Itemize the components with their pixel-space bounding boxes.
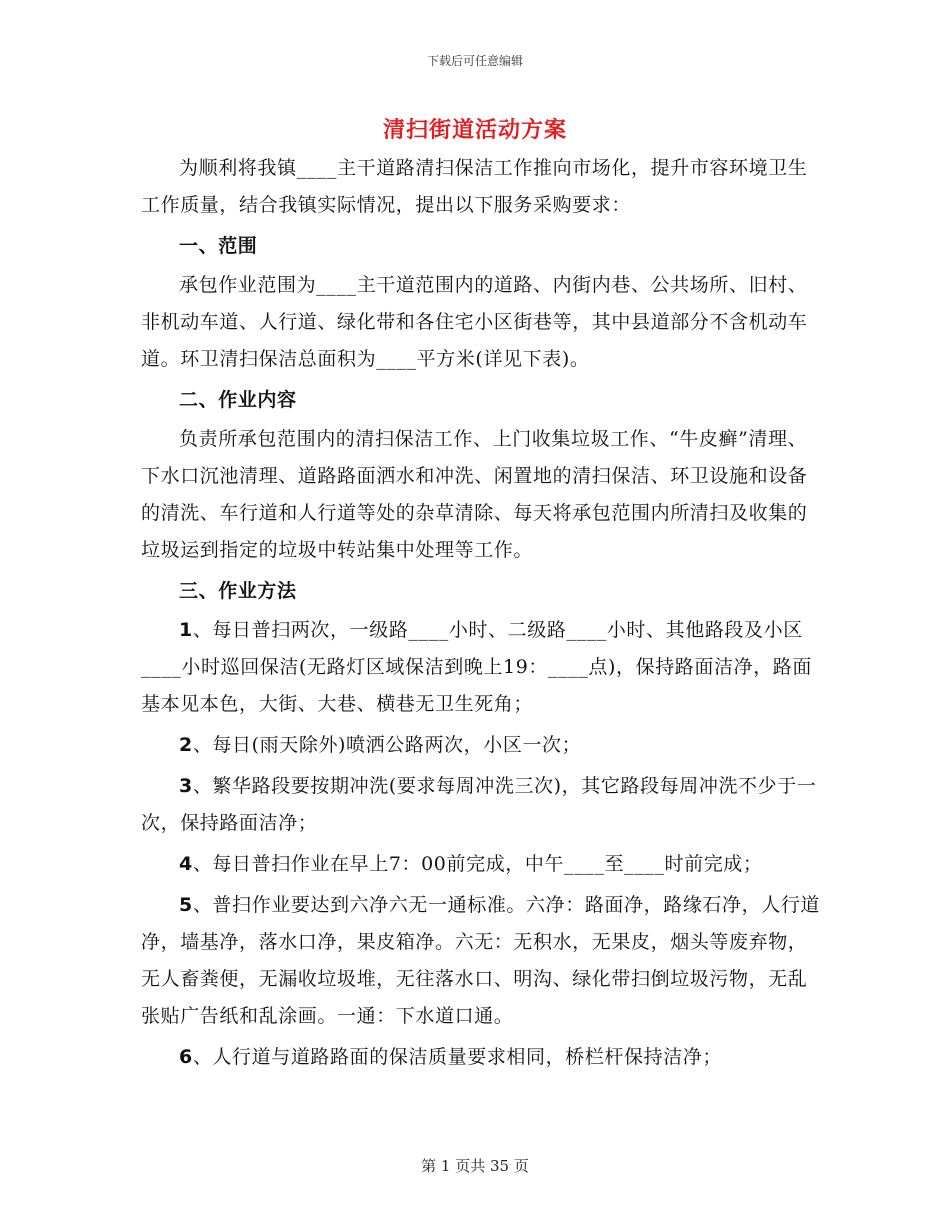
document-title: 清扫街道活动方案 — [382, 118, 567, 143]
scope-paragraph: 承包作业范围为____主干道范围内的道路、内街内巷、公共场所、旧村、非机动车道、人行道、绿化带和各住宅小区街巷等，其中县道部分不含机动车道。环卫清扫保洁总面积为____平方米(详见下表)。 — [141, 274, 808, 370]
page-footer: 第 1 页共 35 页 — [421, 1157, 529, 1175]
item-text: 、每日普扫作业在早上7：00前完成，中午____至____时前完成； — [192, 853, 763, 875]
method-item — [141, 768, 821, 842]
work-content-paragraph: 负责所承包范围内的清扫保洁工作、上门收集垃圾工作、“牛皮癣”清理、下水口沉池清理、道路路面洒水和冲洗、闲置地的清扫保洁、环卫设施和设备的清洗、车行道和人行道等处的杂草清除、每天将承包范围内所清扫及收集的垃圾运到指定的垃圾中转站集中处理等工作。 — [141, 428, 808, 561]
item-number: 4 — [179, 853, 193, 875]
intro-paragraph: 为顺利将我镇____主干道路清扫保洁工作推向市场化，提升市容环境卫生工作质量，结合我镇实际情况，提出以下服务采购要求： — [141, 157, 808, 216]
item-number: 6 — [179, 1046, 193, 1068]
page-header: 下载后可任意编辑 — [426, 54, 523, 68]
method-item — [141, 887, 821, 1035]
section-heading-work-content: 二、作业内容 — [179, 389, 297, 411]
item-text: 、每日普扫两次，一级路____小时、二级路____小时、其他路段及小区____小时巡回保洁(无路灯区域保洁到晚上19：____点)，保持路面洁净，路面基本见本色，大街、大巷、横巷无卫生死角； — [141, 619, 813, 715]
section-heading-work-method: 三、作业方法 — [179, 580, 297, 602]
method-item — [141, 846, 821, 883]
method-item — [141, 1039, 821, 1076]
item-number: 2 — [179, 734, 193, 756]
section-heading-scope: 一、范围 — [179, 235, 258, 257]
item-number: 1 — [179, 619, 193, 641]
item-text: 、每日(雨天除外)喷洒公路两次，小区一次； — [192, 734, 582, 756]
item-text: 、普扫作业要达到六净六无一通标准。六净：路面净，路缘石净，人行道净，墙基净，落水口净，果皮箱净。六无：无积水，无果皮，烟头等废弃物，无人畜粪便，无漏收垃圾堆，无往落水口、明沟、绿化带扫倒垃圾污物，无乱张贴广告纸和乱涂画。一通：下水道口通。 — [141, 894, 821, 1027]
method-item — [141, 612, 821, 723]
method-item — [141, 727, 821, 764]
item-number: 5 — [179, 894, 193, 916]
item-text: 、繁华路段要按期冲洗(要求每周冲洗三次)，其它路段每周冲洗不少于一次，保持路面洁净； — [141, 775, 817, 834]
document-body — [141, 150, 821, 1080]
item-number: 3 — [179, 775, 193, 797]
item-text: 、人行道与道路路面的保洁质量要求相同，桥栏杆保持洁净； — [192, 1046, 723, 1068]
